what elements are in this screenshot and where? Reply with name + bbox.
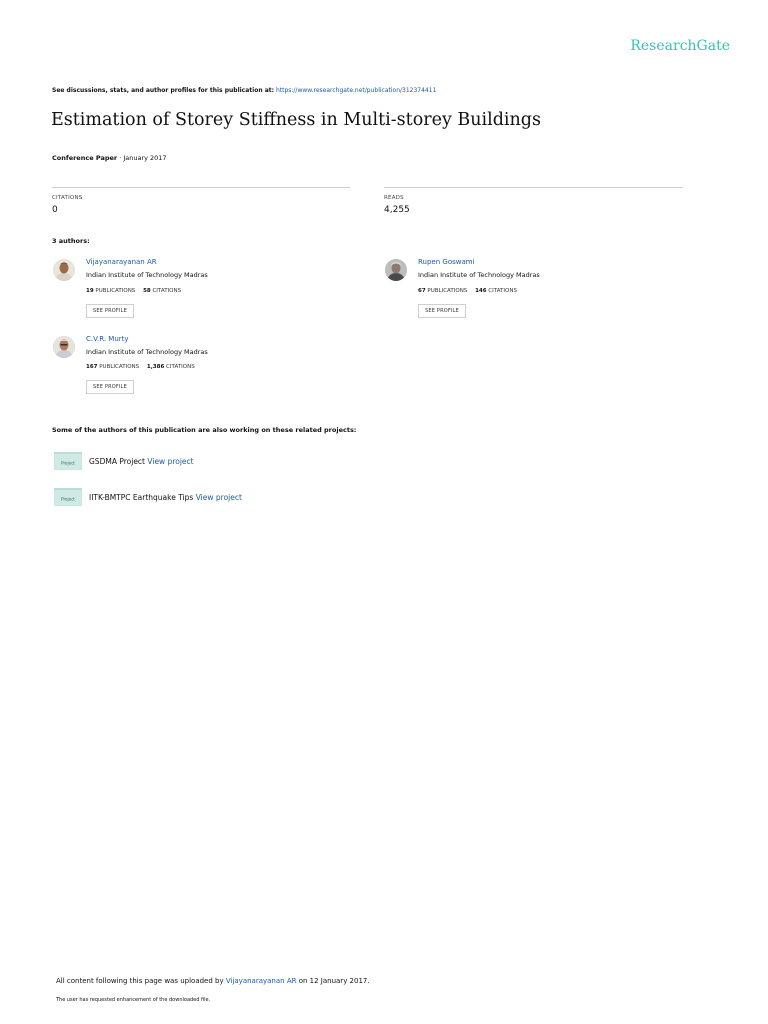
publications-count: 167	[86, 364, 98, 370]
discussion-line	[52, 87, 436, 94]
author-avatar[interactable]	[53, 259, 75, 281]
author-name-link[interactable]: C.V.R. Murty	[86, 335, 129, 343]
project-folder-icon	[54, 452, 82, 470]
project-entry	[89, 493, 242, 502]
author-institution: Indian Institute of Technology Madras	[418, 271, 540, 279]
view-project-link[interactable]: View project	[147, 457, 194, 466]
publications-label: PUBLICATIONS	[427, 288, 468, 294]
project-name: IITK-BMTPC Earthquake Tips	[89, 493, 194, 502]
publications-label: PUBLICATIONS	[95, 288, 136, 294]
paper-type: Conference Paper	[52, 154, 118, 162]
citations-label: CITATIONS	[166, 364, 195, 370]
see-profile-button[interactable]: SEE PROFILE	[418, 304, 466, 318]
upload-prefix: All content following this page was uploaded by	[56, 977, 224, 985]
citations-value: 0	[52, 205, 58, 215]
author-avatar[interactable]	[53, 336, 75, 358]
publications-count: 67	[418, 288, 426, 294]
citations-divider	[52, 187, 350, 188]
authors-heading: 3 authors:	[52, 237, 90, 245]
citations-count: 1,386	[146, 364, 165, 370]
citations-label: CITATIONS	[488, 288, 517, 294]
citations-count: 58	[143, 288, 151, 294]
citations-label: CITATIONS	[152, 288, 182, 294]
enhancement-note: The user has requested enhancement of the downloaded file.	[56, 997, 211, 1003]
upload-notice	[56, 977, 370, 985]
author-institution: Indian Institute of Technology Madras	[86, 271, 208, 279]
author-avatar[interactable]	[385, 259, 407, 281]
view-project-link[interactable]: View project	[195, 493, 242, 502]
paper-title: Estimation of Storey Stiffness in Multi-storey Buildings	[51, 110, 541, 130]
author-stats	[86, 288, 181, 294]
project-entry	[89, 457, 194, 466]
related-projects-heading: Some of the authors of this publication are also working on these related projects:	[52, 426, 357, 434]
see-profile-button[interactable]: SEE PROFILE	[86, 304, 134, 318]
see-profile-button[interactable]: SEE PROFILE	[86, 380, 134, 394]
discussion-label: See discussions, stats, and author profiles for this publication at:	[52, 87, 275, 94]
project-icon-label: Project	[61, 460, 75, 466]
publications-count: 19	[86, 288, 94, 294]
project-name: GSDMA Project	[89, 457, 145, 466]
author-institution: Indian Institute of Technology Madras	[86, 348, 208, 356]
author-name-link[interactable]: Rupen Goswami	[418, 258, 475, 266]
project-icon-label: Project	[61, 496, 75, 502]
citations-label: CITATIONS	[52, 195, 83, 201]
publication-url-link[interactable]: https://www.researchgate.net/publication/312374411	[275, 87, 437, 94]
paper-type-line	[52, 154, 167, 162]
author-stats	[418, 288, 517, 294]
publications-label: PUBLICATIONS	[99, 364, 140, 370]
citations-count: 146	[475, 288, 487, 294]
reads-divider	[384, 187, 683, 188]
author-name-link[interactable]: Vijayanarayanan AR	[86, 258, 157, 266]
paper-date: · January 2017	[119, 154, 167, 162]
project-folder-icon	[54, 488, 82, 506]
researchgate-logo[interactable]: ResearchGate	[630, 38, 730, 54]
upload-date: on 12 January 2017.	[298, 977, 370, 985]
author-photo-icon	[53, 259, 75, 281]
author-stats	[86, 364, 195, 370]
reads-label: READS	[384, 195, 404, 201]
author-photo-icon	[53, 336, 75, 358]
author-photo-icon	[385, 259, 407, 281]
reads-value: 4,255	[384, 205, 410, 215]
uploader-link[interactable]: Vijayanarayanan AR	[225, 977, 297, 985]
